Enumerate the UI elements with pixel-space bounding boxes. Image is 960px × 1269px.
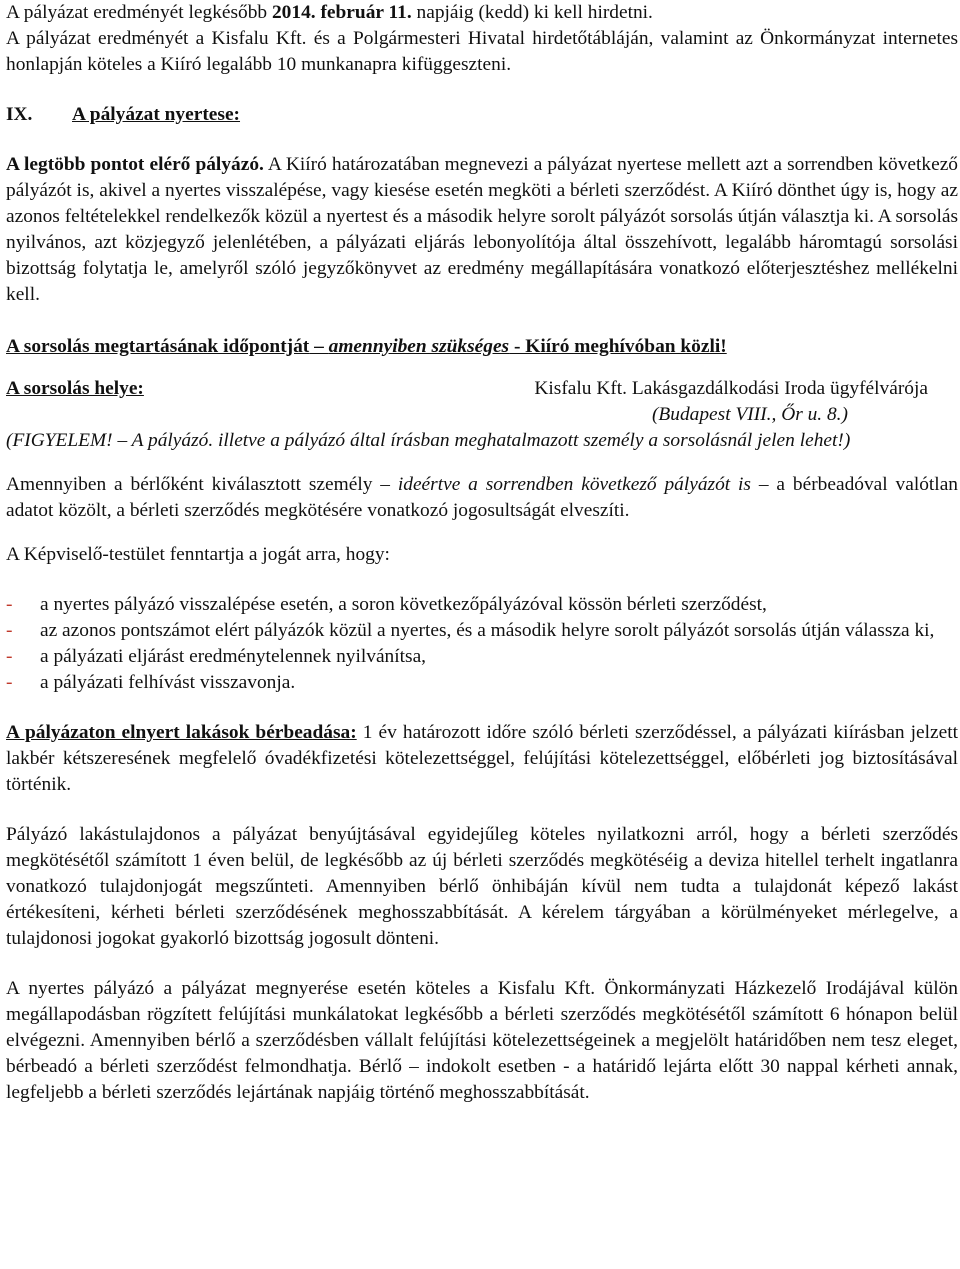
list-dash: - — [6, 594, 13, 615]
list-item-text: a nyertes pályázó visszalépése esetén, a soron következőpályázóval kössön bérleti szerződést, — [40, 594, 767, 615]
list-item — [6, 670, 958, 696]
rights-intro: A Képviselő-testület fenntartja a jogát arra, hogy: — [6, 544, 390, 565]
list-item — [6, 644, 958, 670]
list-dash: - — [6, 620, 13, 641]
winner-text: A Kiíró határozatában megnevezi a pályázat nyertese mellett azt a sorrendben következő pályázót is, akivel a nyertes visszalépése, vagy kiesése esetén megköti a bérleti szerződést. A Kiíró dönthet úgy is, hogy az azonos feltételekkel rendelkezők közül a nyertest és a második helyre sorolt pályázót sorsolás útján választja ki. A sorsolás nyilvános, azt közjegyző jelenlétében, a pályázati eljárás lebonyolítója által összehívott, legalább háromtagú sorsolási bizottság folytatja le, amelyről szóló jegyzőkönyvet az eredmény megállapítására vonatkozó előterjesztéshez mellékelni kell. — [6, 154, 959, 305]
winner-paragraph — [6, 152, 958, 308]
lottery-place-address: (Budapest VIII., Őr u. 8.) — [651, 404, 848, 425]
lottery-place-value: Kisfalu Kft. Lakásgazdálkodási Iroda ügyfélvárója — [534, 378, 928, 399]
lottery-time — [6, 334, 958, 360]
list-item — [6, 618, 958, 644]
result-publication: A pályázat eredményét a Kisfalu Kft. és a Polgármesteri Hivatal hirdetőtábláján, valamint az Önkormányzat internetes honlapján köteles a Kiíró legalább 10 munkanapra kifüggeszteni. — [6, 28, 958, 75]
rights-list — [6, 592, 958, 696]
list-item-text: a pályázati felhívást visszavonja. — [40, 672, 296, 693]
false-data-text-a: Amennyiben a bérlőként kiválasztott személy – — [6, 474, 398, 495]
lottery-place-row — [6, 376, 958, 402]
lease-label: A pályázaton elnyert lakások bérbeadása: — [6, 722, 357, 743]
result-deadline-text-b: napjáig (kedd) ki kell hirdetni. — [411, 2, 653, 23]
result-deadline — [6, 0, 958, 26]
section-heading — [6, 102, 958, 128]
lease-paragraph — [6, 720, 958, 798]
false-data-text-b: – a bérbeadóval valótlan adatot közölt, a bérleti szerződés megkötésére vonatkozó jogosultságát elveszíti. — [6, 474, 958, 521]
lease-text: 1 év határozott időre szóló bérleti szerződéssel, a pályázati kiírásban jelzett lakbér kétszeresének megfelelő óvadékfizetési kötelezettséggel, felújítási kötelezettséggel, előbérleti jog biztosításával történik. — [6, 722, 959, 795]
owner-paragraph: Pályázó lakástulajdonos a pályázat benyújtásával egyidejűleg köteles nyilatkozni arról, hogy a bérleti szerződés megkötésétől számított 1 éven belül, de legkésőbb az új bérleti szerződés megkötéséig a deviza hitellel terhelt ingatlanra vonatkozó tulajdonjogát megszűnteti. Amennyiben bérlő önhibáján kívül nem tudta a tulajdonát képező lakást értékesíteni, kérheti bérleti szerződésének meghosszabbítását. A kérelem tárgyában a körülményeket mérlegelve, a tulajdonosi jogokat gyakorló bizottság jogosult dönteni. — [6, 824, 958, 949]
lottery-time-dash: – — [309, 336, 329, 357]
false-data-italic: ideértve a sorrendben következő pályázót is — [397, 474, 751, 495]
lottery-place — [6, 376, 958, 428]
false-data-paragraph — [6, 472, 958, 524]
lottery-time-b: - Kiíró meghívóban közli! — [509, 336, 727, 357]
list-item-text: a pályázati eljárást eredménytelennek nyilvánítsa, — [40, 646, 427, 667]
result-deadline-date: 2014. február 11. — [271, 2, 412, 23]
list-item — [6, 592, 958, 618]
lottery-attention: (FIGYELEM! – A pályázó. illetve a pályázó által írásban meghatalmazott személy a sorsolásnál jelen lehet!) — [6, 430, 851, 451]
result-deadline-text-a: A pályázat eredményét legkésőbb — [6, 2, 272, 23]
lottery-time-italic: amennyiben szükséges — [328, 336, 510, 357]
lottery-place-label: A sorsolás helye: — [6, 378, 144, 399]
list-item-text: az azonos pontszámot elért pályázók közül a nyertes, és a második helyre sorolt pályázót sorsolás útján válassza ki, — [40, 620, 935, 641]
document-page — [6, 0, 958, 1106]
lottery-time-a: A sorsolás megtartásának időpontját — [6, 336, 310, 357]
section-title: A pályázat nyertese: — [72, 104, 241, 125]
section-number: IX. — [6, 104, 33, 125]
list-dash: - — [6, 672, 13, 693]
list-dash: - — [6, 646, 13, 667]
renovation-paragraph: A nyertes pályázó a pályázat megnyerése esetén köteles a Kisfalu Kft. Önkormányzati Házkezelő Irodájával külön megállapodásban rögzített felújítási munkálatokat legkésőbb a bérleti szerződés megkötésétől számított 6 hónapon belül elvégezni. Amennyiben bérlő a szerződésben vállalt felújítási kötelezettségeinek a megjelölt határidőben nem tesz eleget, bérbeadó a bérleti szerződést felmondhatja. Bérlő – indokolt esetben - a határidő lejárta előtt 30 nappal kérheti annak, legfeljebb a bérleti szerződés lejártának napjáig történő meghosszabbítását. — [6, 978, 958, 1103]
winner-bold: A legtöbb pontot elérő pályázó. — [6, 154, 264, 175]
